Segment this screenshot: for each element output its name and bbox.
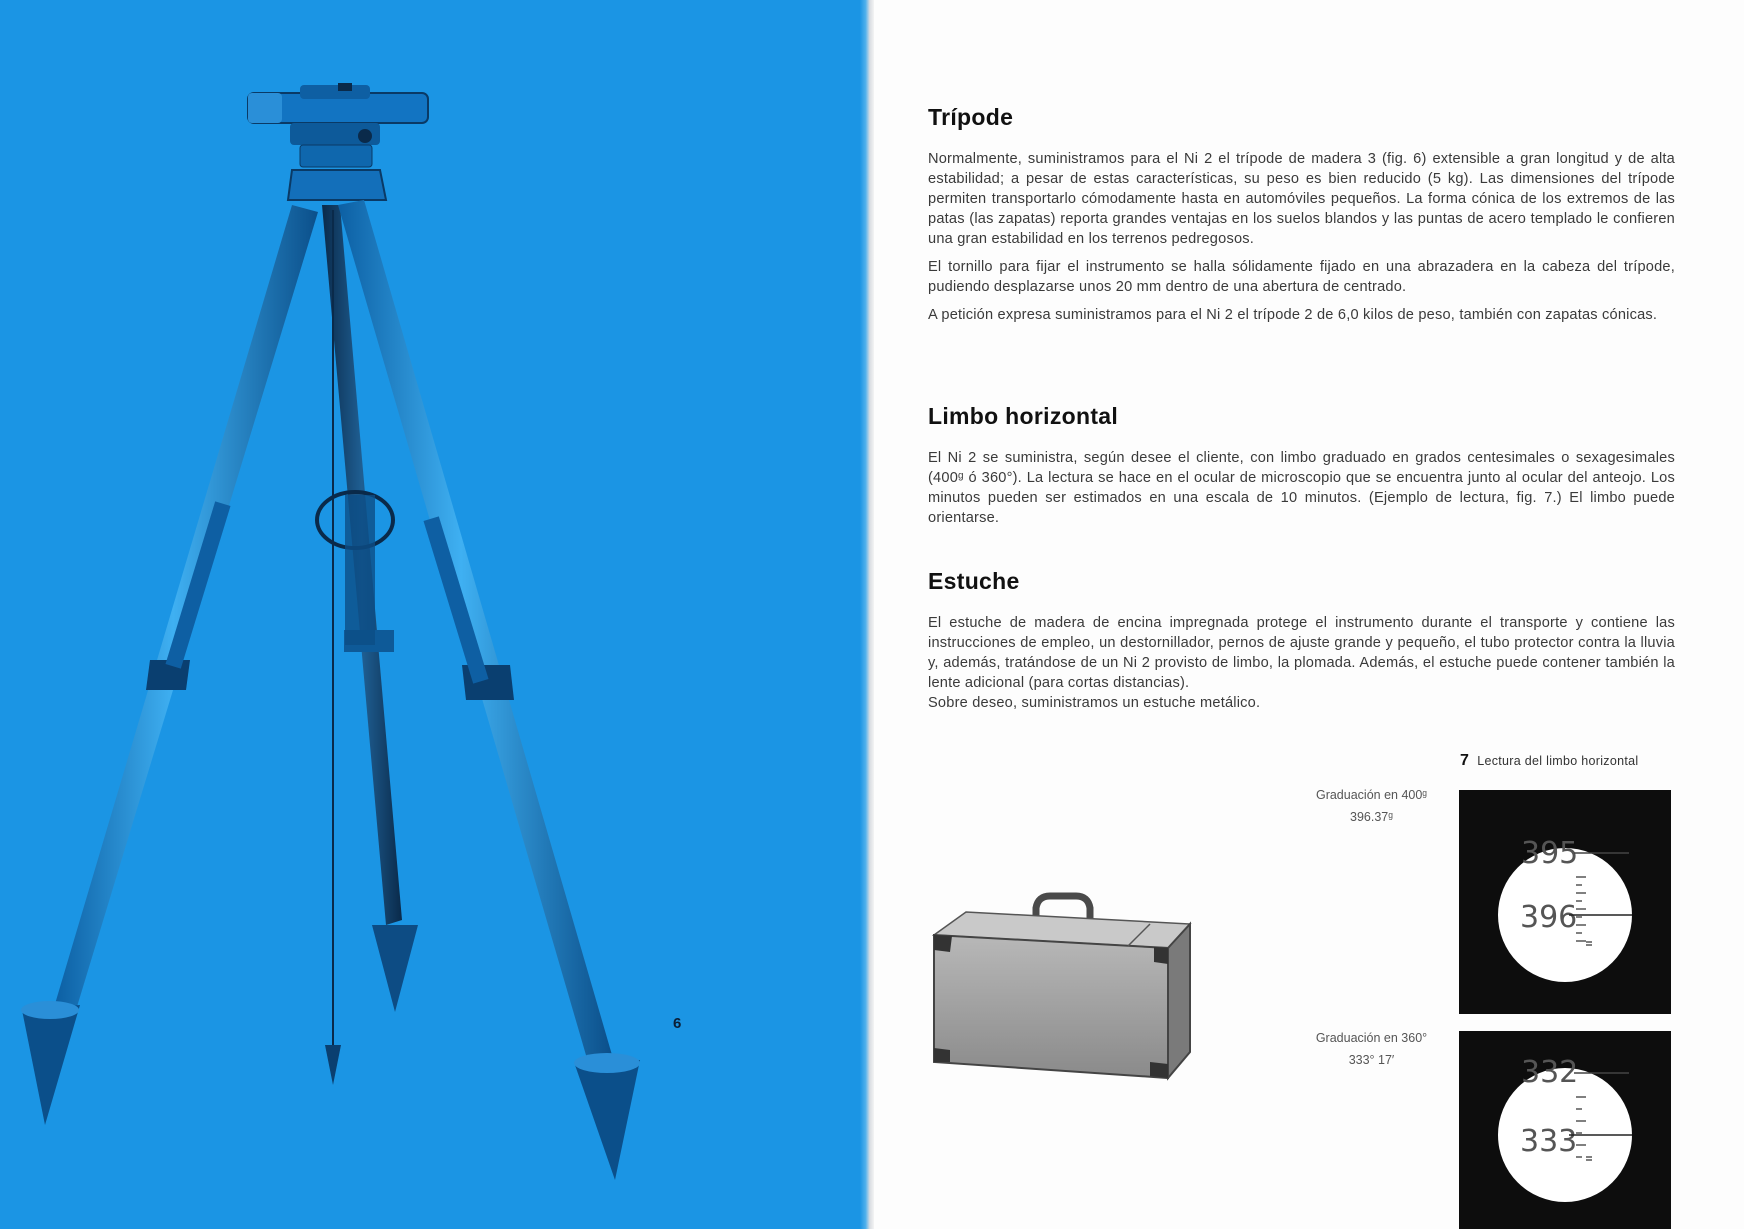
section-title: Limbo horizontal [928, 403, 1119, 429]
microscope-view-400 [1459, 790, 1671, 1014]
section-limbo-horizontal [928, 403, 1675, 536]
section-title: Estuche [928, 568, 1020, 594]
figure-7-caption [1460, 752, 1638, 770]
section-tripode [928, 104, 1675, 333]
carrying-case-illustration [928, 890, 1198, 1090]
scale-main-number: 396 [1520, 900, 1578, 935]
reading-label-360 [1299, 1027, 1444, 1071]
paragraph: El estuche de madera de encina impregnada protege el instrumento durante el transporte y contiene las instrucciones de empleo, un destornillador, pernos de ajuste grande y pequeño, el tubo protector contra la lluvia y, además, tratándose de un Ni 2 provisto de limbo, la plomada. Además, el estuche puede contener también la lente adicional (para cortas distancias). [928, 615, 1675, 691]
paragraph: El Ni 2 se suministra, según desee el cliente, con limbo graduado en grados centesimales o sexagesimales (400ᵍ ó 360°). La lectura se hace en el ocular de microscopio que se encuentra junto al ocular del anteojo. Los minutos pueden ser estimados en una escala de 10 minutos. (Ejemplo de lectura, fig. 7.) El limbo puede orientarse. [928, 450, 1675, 526]
scale-main-number: 333 [1520, 1124, 1578, 1159]
book-gutter [860, 0, 874, 1229]
reading-label: Graduación en 360° [1315, 1031, 1428, 1045]
reading-value: 396.37ᵍ [1350, 810, 1393, 824]
microscope-view-360 [1459, 1031, 1671, 1229]
paragraph: Sobre deseo, suministramos un estuche metálico. [928, 695, 1261, 711]
section-title: Trípode [928, 104, 1014, 130]
tripod-illustration [0, 0, 866, 1229]
scale-top-number: 332 [1521, 1055, 1579, 1090]
figure-7-caption-text: Lectura del limbo horizontal [1477, 754, 1639, 768]
paragraph: Normalmente, suministramos para el Ni 2 el trípode de madera 3 (fig. 6) extensible a gran longitud y de alta estabilidad; a pesar de estas características, su peso es bien reducido (5 kg). Las dimensiones del trípode permiten transportarlo cómodamente hasta en automóviles pequeños. La forma cónica de los extremos de las patas (las zapatas) reporta grandes ventajas en los suelos blandos y las puntas de acero templado le confieren una gran estabilidad en los terrenos pedregosos. [928, 151, 1675, 247]
paragraph: El tornillo para fijar el instrumento se halla sólidamente fijado en una abrazadera en la cabeza del trípode, pudiendo desplazarse unos 20 mm dentro de una abertura de centrado. [928, 259, 1675, 295]
figure-6-number: 6 [673, 1015, 682, 1032]
section-estuche [928, 568, 1675, 713]
paragraph: A petición expresa suministramos para el Ni 2 el trípode 2 de 6,0 kilos de peso, también con zapatas cónicas. [928, 307, 1658, 323]
reading-label-400 [1299, 784, 1444, 828]
right-page [874, 0, 1744, 1229]
reading-label: Graduación en 400ᵍ [1315, 788, 1428, 802]
scale-top-number: 395 [1521, 836, 1579, 871]
left-page-blue-panel [0, 0, 866, 1229]
figure-7-number: 7 [1460, 752, 1470, 769]
level-instrument [248, 83, 428, 167]
reading-value: 333° 17′ [1348, 1053, 1395, 1067]
